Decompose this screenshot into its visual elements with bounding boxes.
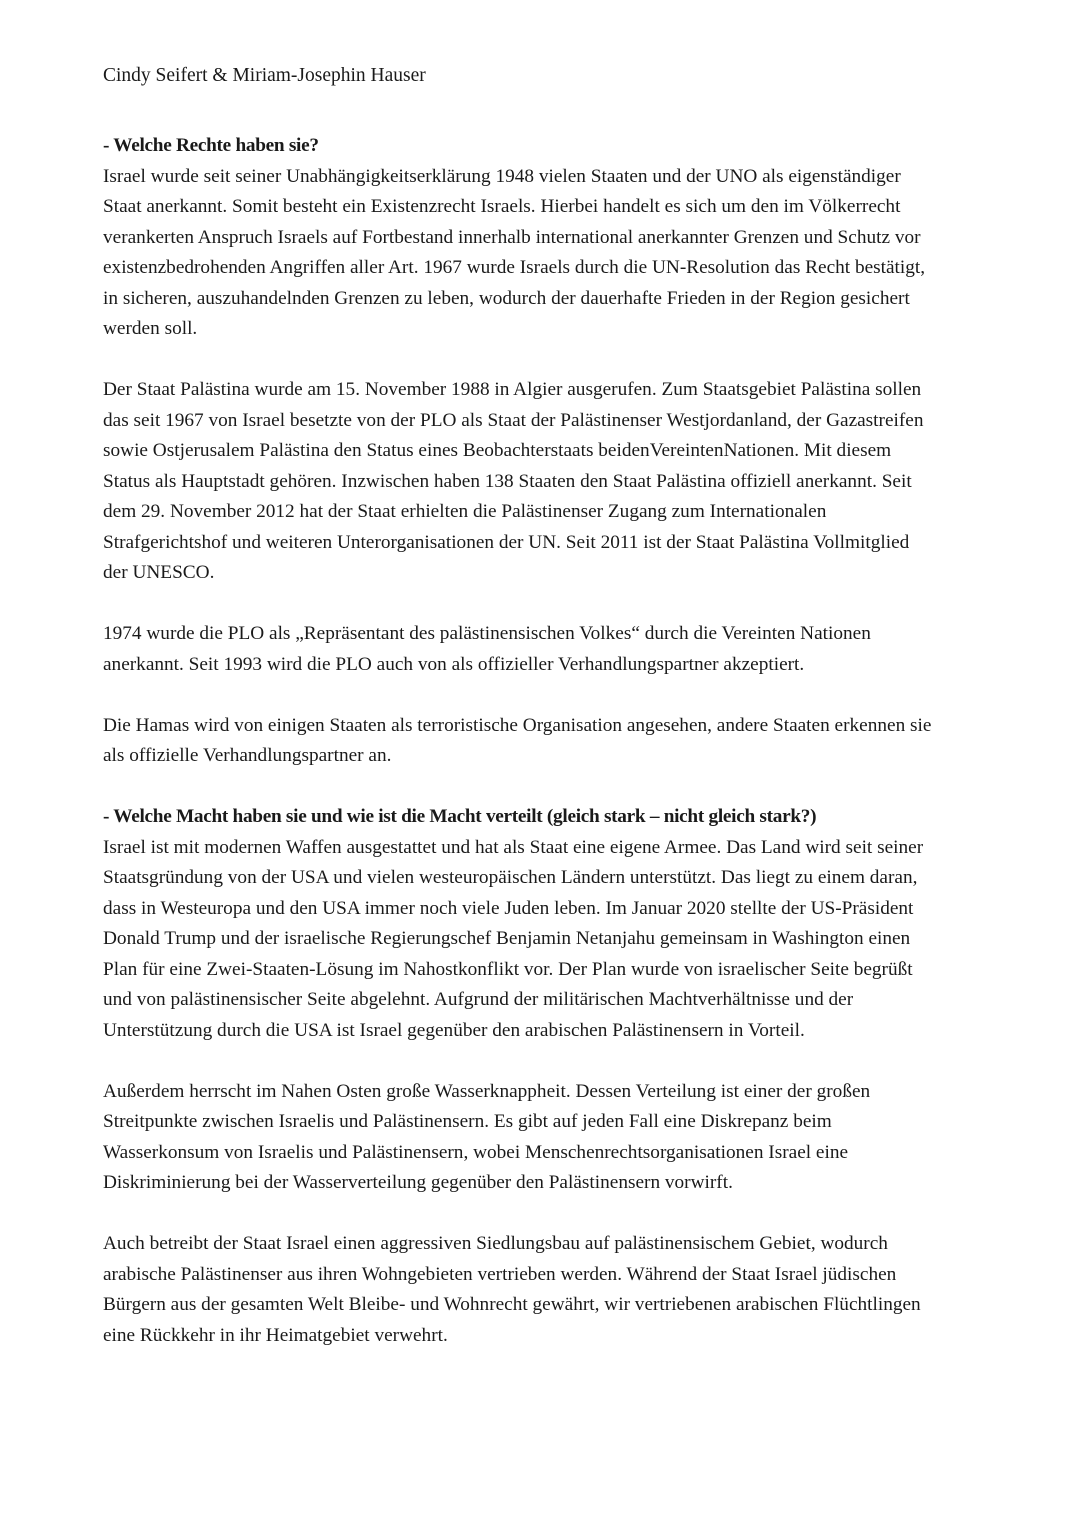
text-line: Außerdem herrscht im Nahen Osten große Wasserknappheit. Dessen Verteilung ist einer der großen — [103, 1080, 871, 1102]
section — [103, 802, 1023, 1351]
section-heading: - Welche Macht haben sie und wie ist die Macht verteilt (gleich stark – nicht gleich stark?) — [103, 806, 817, 827]
text-line: in sicheren, auszuhandelnden Grenzen zu leben, wodurch der dauerhafte Frieden in der Region gesichert — [103, 287, 910, 309]
text-line: Unterstützung durch die USA ist Israel gegenüber den arabischen Palästinensern in Vorteil. — [103, 1019, 805, 1041]
document-body — [103, 131, 1023, 1382]
author-header: Cindy Seifert & Miriam-Josephin Hauser — [103, 65, 426, 86]
text-line: und von palästinensischer Seite abgelehnt. Aufgrund der militärischen Machtverhältnisse und der — [103, 989, 854, 1010]
text-line: dem 29. November 2012 hat der Staat erhielten die Palästinenser Zugang zum Internationalen — [103, 501, 827, 522]
text-line: Staatsgründung von der USA und vielen westeuropäischen Ländern unterstützt. Das liegt zu einem daran, — [103, 867, 918, 888]
text-line: anerkannt. Seit 1993 wird die PLO auch von als offizieller Verhandlungspartner akzeptiert. — [103, 653, 805, 675]
text-line: das seit 1967 von Israel besetzte von der PLO als Staat der Palästinenser Westjordanland, der Gazastreifen — [103, 409, 924, 431]
paragraph — [103, 1077, 1023, 1199]
text-line: werden soll. — [103, 318, 198, 339]
text-line: arabische Palästinenser aus ihren Wohngebieten vertrieben werden. Während der Staat Israel jüdischen — [103, 1263, 897, 1285]
text-line: Plan für eine Zwei-Staaten-Lösung im Nahostkonflikt vor. Der Plan wurde von israelischer Seite begrüßt — [103, 958, 913, 980]
text-line: Staat anerkannt. Somit besteht ein Existenzrecht Israels. Hierbei handelt es sich um den im Völkerrecht — [103, 196, 901, 217]
text-line: Israel wurde seit seiner Unabhängigkeitserklärung 1948 vielen Staaten und der UNO als eigenständiger — [103, 165, 901, 187]
text-line: existenzbedrohenden Angriffen aller Art. 1967 wurde Israels durch die UN-Resolution das Recht bestätigt, — [103, 257, 926, 278]
text-line: Bürgern aus der gesamten Welt Bleibe- und Wohnrecht gewährt, wir vertriebenen arabischen Flüchtlingen — [103, 1294, 921, 1315]
section-heading: - Welche Rechte haben sie? — [103, 135, 319, 156]
paragraph — [103, 162, 1023, 345]
text-line: Wasserkonsum von Israelis und Palästinensern, wobei Menschenrechtsorganisationen Israel eine — [103, 1141, 849, 1163]
section — [103, 131, 1023, 772]
paragraph — [103, 833, 1023, 1047]
text-line: Donald Trump und der israelische Regierungschef Benjamin Netanjahu gemeinsam in Washington einen — [103, 928, 911, 949]
paragraph — [103, 711, 1023, 772]
text-line: Streitpunkte zwischen Israelis und Palästinensern. Es gibt auf jeden Fall eine Diskrepanz beim — [103, 1111, 832, 1132]
text-line: Strafgerichtshof und weiteren Unterorganisationen der UN. Seit 2011 ist der Staat Palästina Vollmitglied — [103, 531, 910, 553]
text-line: sowie Ostjerusalem Palästina den Status eines Beobachterstaats beidenVereintenNationen. Mit diesem — [103, 440, 892, 461]
text-line: 1974 wurde die PLO als „Repräsentant des palästinensischen Volkes“ durch die Vereinten Nationen — [103, 623, 871, 644]
paragraph — [103, 375, 1023, 589]
text-line: Diskriminierung bei der Wasserverteilung gegenüber den Palästinensern vorwirft. — [103, 1172, 733, 1193]
text-line: der UNESCO. — [103, 562, 215, 583]
text-line: Der Staat Palästina wurde am 15. November 1988 in Algier ausgerufen. Zum Staatsgebiet Palästina sollen — [103, 379, 922, 400]
text-line: Die Hamas wird von einigen Staaten als terroristische Organisation angesehen, andere Staaten erkennen sie — [103, 714, 932, 736]
text-line: eine Rückkehr in ihr Heimatgebiet verwehrt. — [103, 1324, 448, 1346]
text-line: Auch betreibt der Staat Israel einen aggressiven Siedlungsbau auf palästinensischem Gebiet, wodurch — [103, 1233, 888, 1254]
text-line: als offizielle Verhandlungspartner an. — [103, 745, 392, 766]
text-line: dass in Westeuropa und den USA immer noch viele Juden leben. Im Januar 2020 stellte der US-Präsident — [103, 897, 914, 919]
paragraph — [103, 619, 1023, 680]
text-line: Israel ist mit modernen Waffen ausgestattet und hat als Staat eine eigene Armee. Das Land wird seit seiner — [103, 836, 924, 858]
paragraph — [103, 1229, 1023, 1351]
text-line: Status als Hauptstadt gehören. Inzwischen haben 138 Staaten den Staat Palästina offiziell anerkannt. Seit — [103, 470, 912, 492]
text-line: verankerten Anspruch Israels auf Fortbestand innerhalb international anerkannter Grenzen und Schutz vor — [103, 226, 921, 248]
